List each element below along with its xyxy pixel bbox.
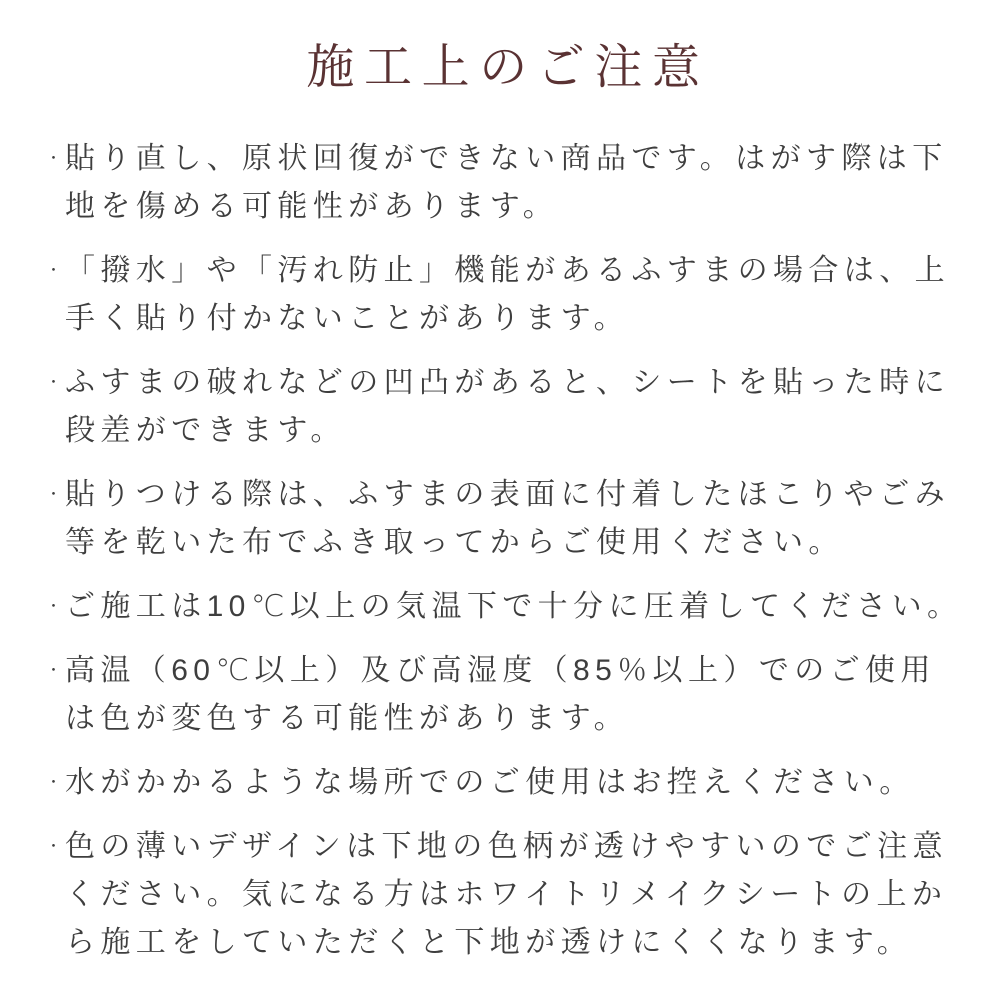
page-title: 施工上のご注意 (306, 41, 710, 94)
bullet-icon: ・ (46, 773, 62, 791)
notes-list (46, 135, 970, 967)
note-item (46, 247, 970, 343)
note-text: 貼り直し、原状回復ができない商品です。はがす際は下地を傷める可能性があります。 (65, 141, 948, 223)
note-item (46, 471, 970, 567)
note-text: 貼りつける際は、ふすまの表面に付着したほこりやごみ等を乾いた布でふき取ってからご使用ください。 (65, 477, 950, 559)
bullet-icon: ・ (46, 661, 62, 679)
bullet-icon: ・ (46, 149, 62, 167)
bullet-icon: ・ (46, 261, 62, 279)
note-item (46, 647, 970, 743)
note-text: ご施工は10℃以上の気温下で十分に圧着してください。 (65, 589, 963, 623)
bullet-icon: ・ (46, 837, 62, 855)
note-text: 水がかかるような場所でのご使用はお控えください。 (65, 765, 915, 799)
note-item (46, 583, 970, 631)
note-text: ふすまの破れなどの凹凸があると、シートを貼った時に段差ができます。 (65, 365, 950, 447)
note-text: 色の薄いデザインは下地の色柄が透けやすいのでご注意ください。気になる方はホワイトリメイクシートの上から施工をしていただくと下地が透けにくくなります。 (65, 829, 948, 959)
note-item (46, 759, 970, 807)
note-item (46, 359, 970, 455)
note-text: 高温（60℃以上）及び高湿度（85％以上）でのご使用は色が変色する可能性があります。 (65, 653, 936, 735)
note-item (46, 823, 970, 967)
bullet-icon: ・ (46, 485, 62, 503)
note-text: 「撥水」や「汚れ防止」機能があるふすまの場合は、上手く貼り付かないことがあります。 (65, 253, 950, 335)
bullet-icon: ・ (46, 597, 62, 615)
bullet-icon: ・ (46, 373, 62, 391)
note-item (46, 135, 970, 231)
